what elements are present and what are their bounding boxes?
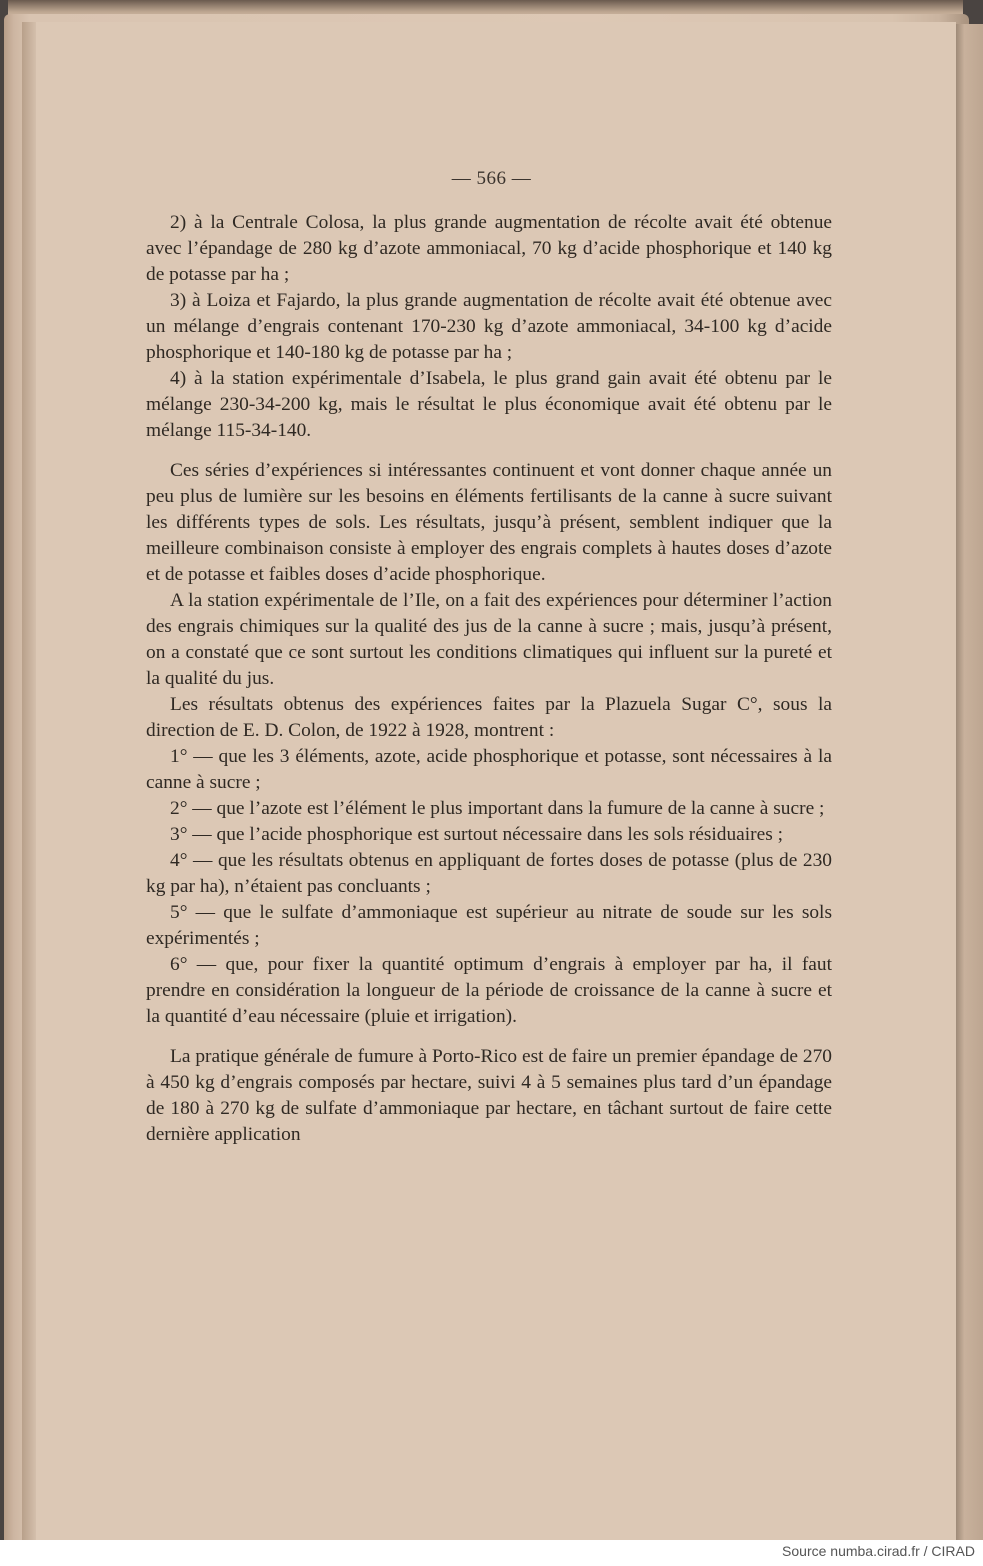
page-body bbox=[146, 210, 832, 1148]
page-binding-shadow bbox=[22, 22, 36, 1540]
result-item-2: 2° — que l’azote est l’élément le plus important dans la fumure de la canne à sucre ; bbox=[170, 798, 825, 819]
paragraph-item-3: 3) à Loiza et Fajardo, la plus grande augmentation de récolte avait été obtenue avec un mélange d’engrais contenant 170-230 kg d’azote ammoniacal, 34-100 kg d’acide phosphorique et 140-180 kg de potasse par ha ; bbox=[146, 290, 832, 363]
paragraph-pratique-generale: La pratique générale de fumure à Porto-Rico est de faire un premier épandage de 270 à 450 kg d’engrais composés par hectare, suivi 4 à 5 semaines plus tard d’un épandage de 180 à 270 kg de sulfate d’ammoniaque par hectare, en tâchant surtout de faire cette dernière application bbox=[146, 1046, 832, 1145]
page-number: — 566 — bbox=[451, 168, 532, 189]
result-item-5: 5° — que le sulfate d’ammoniaque est supérieur au nitrate de soude sur les sols expérimentés ; bbox=[146, 902, 832, 949]
paragraph-station-ile: A la station expérimentale de l’Ile, on a fait des expériences pour déterminer l’action des engrais chimiques sur la qualité des jus de la canne à sucre ; mais, jusqu’à présent, on a constaté que ce sont surtout les conditions climatiques qui influent sur la pureté et la qualité du jus. bbox=[146, 590, 832, 689]
paragraph-item-4: 4) à la station expérimentale d’Isabela, le plus grand gain avait été obtenu par le mélange 230-34-200 kg, mais le résultat le plus économique avait été obtenu par le mélange 115-34-140. bbox=[146, 368, 832, 441]
result-item-1: 1° — que les 3 éléments, azote, acide phosphorique et potasse, sont nécessaires à la canne à sucre ; bbox=[146, 746, 832, 793]
result-item-6: 6° — que, pour fixer la quantité optimum d’engrais à employer par ha, il faut prendre en considération la longueur de la période de croissance de la canne à sucre et la quantité d’eau nécessaire (pluie et irrigation). bbox=[146, 954, 832, 1027]
page-stack-right-edge bbox=[952, 24, 983, 1540]
source-credit: Source numba.cirad.fr / CIRAD bbox=[782, 1543, 975, 1559]
result-item-3: 3° — que l’acide phosphorique est surtout nécessaire dans les sols résiduaires ; bbox=[170, 824, 784, 845]
result-item-4: 4° — que les résultats obtenus en appliquant de fortes doses de potasse (plus de 230 kg par ha), n’étaient pas concluants ; bbox=[146, 850, 832, 897]
paragraph-plazuela-text: Les résultats obtenus des expériences faites par la Plazuela Sugar C°, sous la direction de E. D. Colon, de 1922 à 1928, montrent : bbox=[146, 694, 832, 741]
paragraph-plazuela-results bbox=[146, 692, 832, 744]
paragraph-series-experiences: Ces séries d’expériences si intéressantes continuent et vont donner chaque année un peu plus de lumière sur les besoins en éléments fertilisants de la canne à sucre suivant les différents types de sols. Les résultats, jusqu’à présent, semblent indiquer que la meilleure combinaison consiste à employer des engrais complets à hautes doses d’azote et de potasse et faibles doses d’acide phosphorique. bbox=[146, 460, 832, 585]
paragraph-item-2: 2) à la Centrale Colosa, la plus grande augmentation de récolte avait été obtenue avec l’épandage de 280 kg d’azote ammoniacal, 70 kg d’acide phosphorique et 140 kg de potasse par ha ; bbox=[146, 212, 832, 285]
